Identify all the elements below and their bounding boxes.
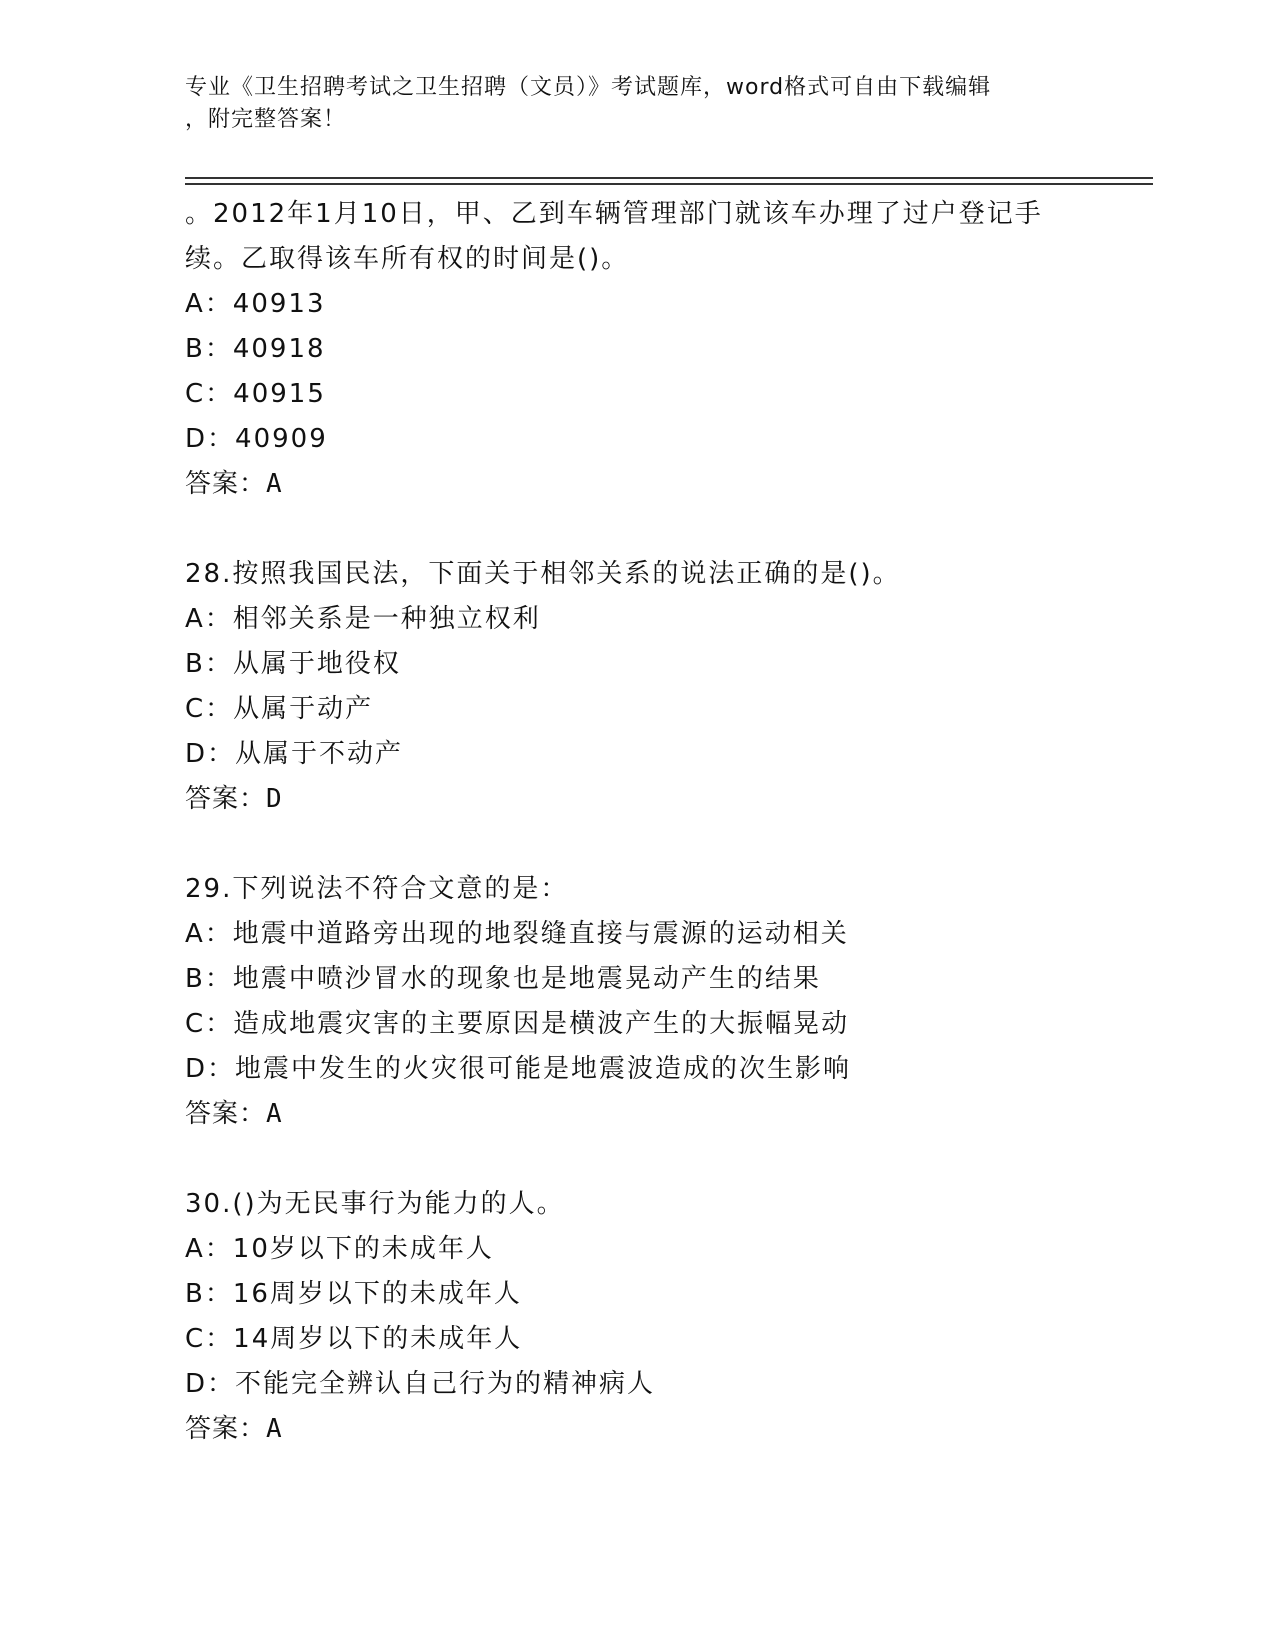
question-28 — [185, 552, 1125, 822]
option-d: D：地震中发生的火灾很可能是地震波造成的次生影响 — [185, 1054, 852, 1084]
header-rule-bottom — [185, 183, 1153, 185]
header-line-2: ，附完整答案！ — [185, 107, 347, 132]
answer-line — [185, 1407, 1125, 1452]
option-d: D：40909 — [185, 424, 328, 454]
question-27 — [185, 192, 1125, 507]
answer-line — [185, 1092, 1125, 1137]
question-stem-line: 续。乙取得该车所有权的时间是()。 — [185, 244, 630, 274]
answer-value: A — [266, 1414, 283, 1444]
answer-label: 答案： — [185, 1099, 267, 1129]
option-c: C：造成地震灾害的主要原因是横波产生的大振幅晃动 — [185, 1009, 850, 1039]
question-list — [185, 192, 1125, 1452]
header-line-1: 专业《卫生招聘考试之卫生招聘（文员）》考试题库，word格式可自由下载编辑 — [185, 75, 992, 100]
option-b: B：40918 — [185, 334, 326, 364]
question-29 — [185, 867, 1125, 1137]
document-header — [185, 72, 1085, 136]
answer-value: A — [266, 469, 283, 499]
answer-label: 答案： — [185, 1414, 267, 1444]
answer-label: 答案： — [185, 784, 267, 814]
option-b: B：从属于地役权 — [185, 649, 401, 679]
option-a: A：地震中道路旁出现的地裂缝直接与震源的运动相关 — [185, 919, 849, 949]
question-stem-line: 。2012年1月10日，甲、乙到车辆管理部门就该车办理了过户登记手 — [185, 199, 1043, 229]
option-c: C：14周岁以下的未成年人 — [185, 1324, 523, 1354]
option-c: C：40915 — [185, 379, 326, 409]
answer-line — [185, 462, 1125, 507]
option-d: D：不能完全辨认自己行为的精神病人 — [185, 1369, 656, 1399]
answer-value: A — [266, 1099, 283, 1129]
question-stem-line: 30.()为无民事行为能力的人。 — [185, 1189, 565, 1219]
question-stem-line: 28.按照我国民法，下面关于相邻关系的说法正确的是()。 — [185, 559, 901, 589]
answer-label: 答案： — [185, 469, 267, 499]
question-30 — [185, 1182, 1125, 1452]
option-a: A：40913 — [185, 289, 326, 319]
answer-line — [185, 777, 1125, 822]
option-b: B：地震中喷沙冒水的现象也是地震晃动产生的结果 — [185, 964, 821, 994]
question-stem-line: 29.下列说法不符合文意的是： — [185, 874, 569, 904]
option-d: D：从属于不动产 — [185, 739, 404, 769]
option-a: A：10岁以下的未成年人 — [185, 1234, 494, 1264]
option-a: A：相邻关系是一种独立权利 — [185, 604, 541, 634]
option-b: B：16周岁以下的未成年人 — [185, 1279, 522, 1309]
option-c: C：从属于动产 — [185, 694, 374, 724]
answer-value: D — [266, 784, 283, 814]
header-rule-top — [185, 177, 1153, 179]
